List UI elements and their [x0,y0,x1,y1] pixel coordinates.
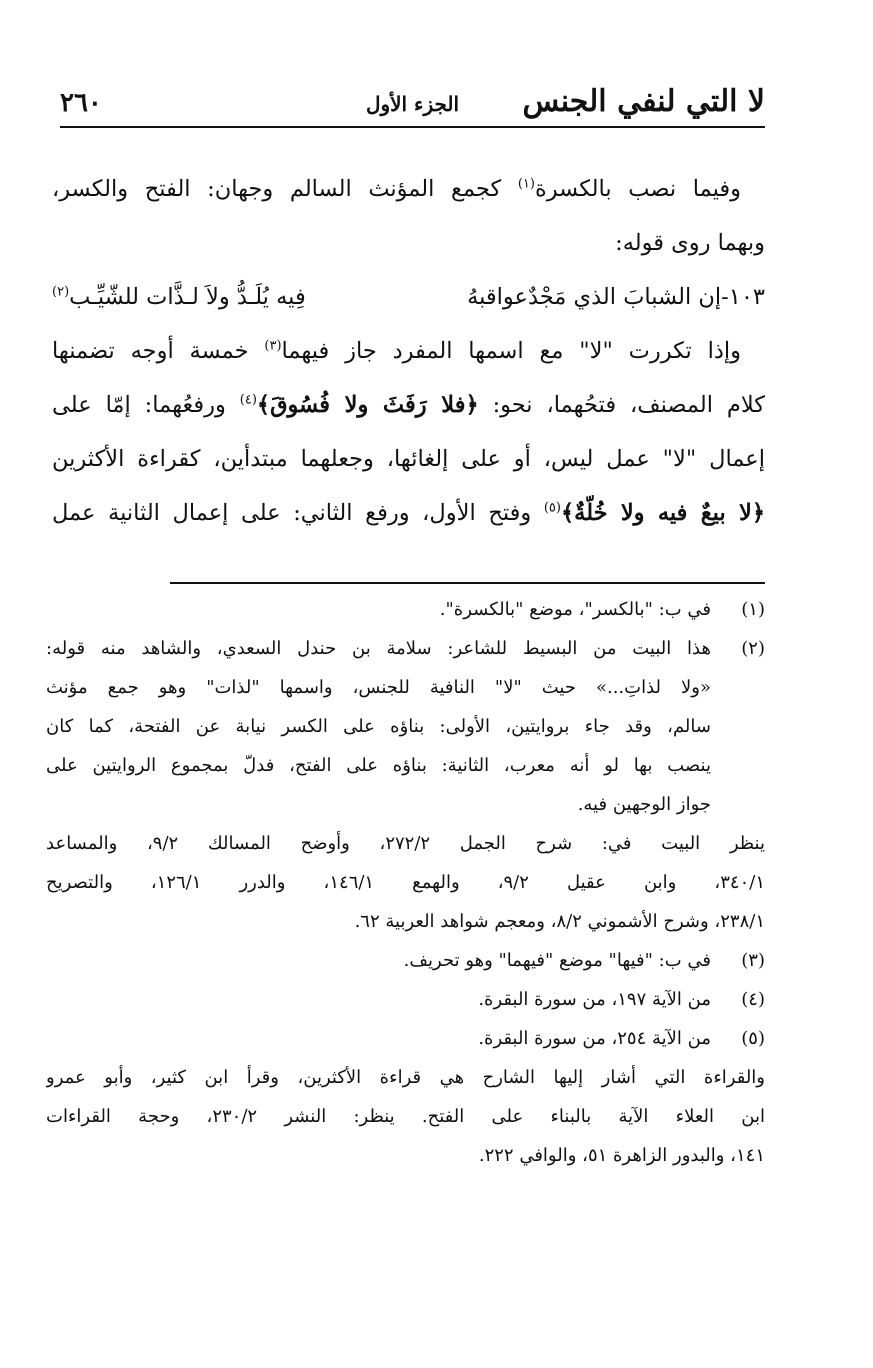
footnote-line: جواز الوجهين فيه. [577,794,711,815]
text-line: كلام المصنف، فتحُهما، نحو: ﴿فلا رَفَثَ ولا فُسُوقَ﴾$^{(٤)}$ ورفعُهما: إمّا على [52,392,765,418]
verse-number: ١٠٣- [721,284,765,310]
footnote-separator [170,582,765,584]
page-number: ٢٦٠ [60,88,102,118]
footnote-number: (١) [741,599,765,620]
verse-first-hemistich: ١٠٣-إن الشبابَ الذي مَجْدٌعواقبهُ [467,284,765,310]
text-line: وبهما روى قوله: [615,230,765,256]
quran-quote: ﴿فلا رَفَثَ ولا فُسُوقَ﴾ [256,392,479,418]
page-header [60,84,765,128]
text-line: إعمال "لا" عمل ليس، أو على إلغائها، وجعلهما مبتدأين، كقراءة الأكثرين [52,446,765,472]
verse-second-hemistich: فِيه يُلَـدُّ ولاَ لـذَّات للشّيِّـب$^{(٢)}$ [52,284,306,310]
footnote-ref[interactable]: (٤) [239,392,257,408]
main-text [52,162,765,540]
footnote-ref[interactable]: (٥) [543,500,561,516]
footnotes [46,590,765,1175]
footnote-line: ٣٤٠/١، وابن عقيل ٩/٢، والهمع ١٤٦/١، والدرر ١٢٦/١، والتصريح [46,872,765,893]
footnote-line: ابن العلاء الآية بالبناء على الفتح. ينظر: النشر ٢٣٠/٢، وحجة القراءات [46,1106,765,1127]
footnote-line: ١٤١، والبدور الزاهرة ٥١، والوافي ٢٢٢. [478,1145,765,1166]
footnote-line: ينصب بها لو أنه معرب، الثانية: بناؤه على الفتح، فدلّ بمجموع الروايتين على [46,755,711,776]
footnote-ref[interactable]: (٢) [52,284,70,300]
footnote-5: (٥) من الآية ٢٥٤، من سورة البقرة. [46,1019,765,1058]
footnote-number: (٥) [741,1028,765,1049]
footnote-line: ينظر البيت في: شرح الجمل ٢٧٢/٢، وأوضح المسالك ٩/٢، والمساعد [46,833,765,854]
poetry-verse [52,270,765,324]
footnote-number: (٢) [741,638,765,659]
footnote-line: والقراءة التي أشار إليها الشارح هي قراءة الأكثرين، وقرأ ابن كثير، وأبو عمرو [46,1067,765,1088]
quran-quote: ﴿لا بيعٌ فيه ولا خُلّةٌ﴾ [560,500,765,526]
footnote-2: (٢) هذا البيت من البسيط للشاعر: سلامة بن حندل السعدي، والشاهد منه قوله: [46,629,765,668]
text-line: ﴿لا بيعٌ فيه ولا خُلّةٌ﴾$^{(٥)}$ وفتح الأول، ورفع الثاني: على إعمال الثانية عمل [52,500,765,526]
footnote-line: سالم، وقد جاء بروايتين، الأولى: بناؤه على الكسر نيابة عن الفتحة، كما كان [46,716,711,737]
footnote-ref[interactable]: (١) [517,176,535,192]
footnote-4: (٤) من الآية ١٩٧، من سورة البقرة. [46,980,765,1019]
footnote-ref[interactable]: (٣) [264,338,282,354]
footnote-number: (٤) [741,989,765,1010]
footnote-1: (١) في ب: "بالكسر"، موضع "بالكسرة". [46,590,765,629]
footnote-number: (٣) [741,950,765,971]
footnote-line: «ولا لذاتِ...» حيث "لا" النافية للجنس، واسمها "لذات" وهو جمع مؤنث [46,677,711,698]
footnote-line: ٢٣٨/١، وشرح الأشموني ٨/٢، ومعجم شواهد العربية ٦٢. [354,911,765,932]
chapter-title: لا التي لنفي الجنس [522,84,765,119]
footnote-3: (٣) في ب: "فيها" موضع "فيهما" وهو تحريف. [46,941,765,980]
volume-label: الجزء الأول [365,92,460,116]
text-line: وفيما نصب بالكسرة$^{(١)}$ كجمع المؤنث السالم وجهان: الفتح والكسر، [52,176,741,202]
text-line: وإذا تكررت "لا" مع اسمها المفرد جاز فيهما$^{(٣)}$ خمسة أوجه تضمنها [52,338,741,364]
